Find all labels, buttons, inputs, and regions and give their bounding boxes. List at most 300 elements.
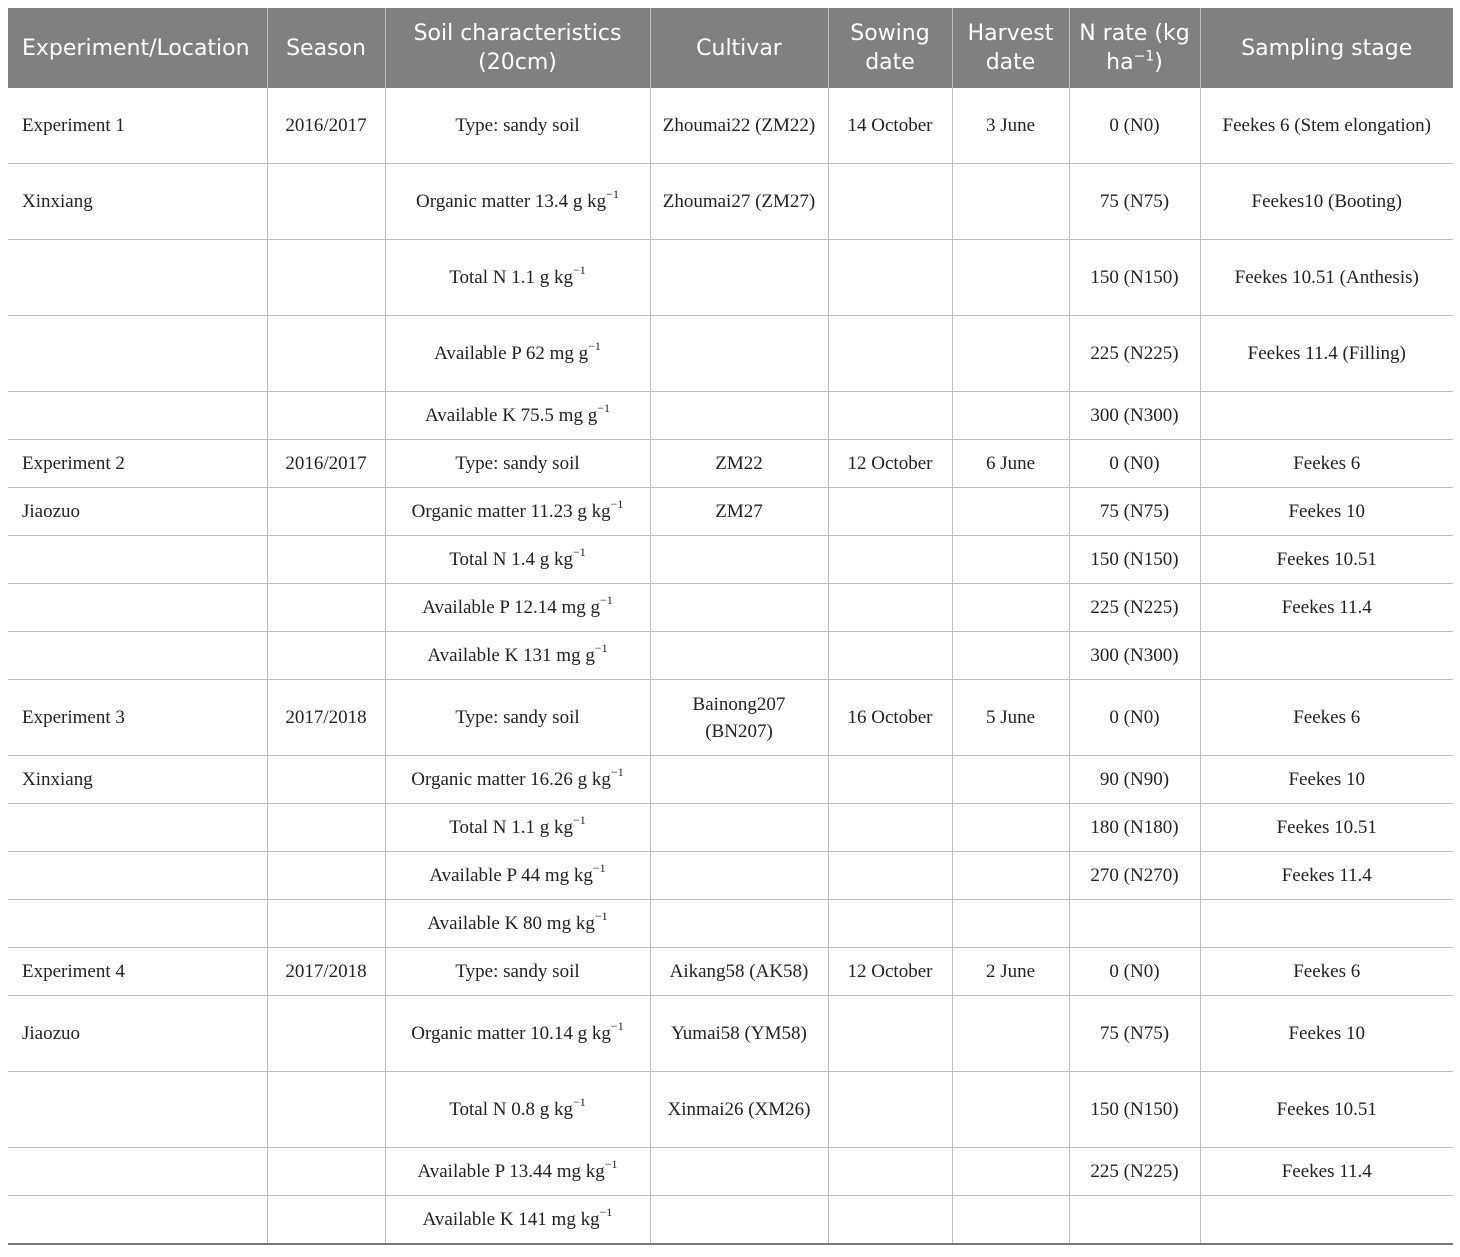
table-cell [1200, 536, 1453, 584]
table-cell-superscript: −1 [610, 764, 624, 779]
table-cell-text: Yumai58 (YM58) [671, 1023, 807, 1044]
table-cell [8, 756, 267, 804]
table-cell [952, 240, 1069, 316]
table-cell [8, 316, 267, 392]
table-cell [828, 488, 952, 536]
table-cell [1069, 756, 1200, 804]
table-cell [1200, 488, 1453, 536]
table-cell [1069, 1072, 1200, 1148]
table-cell [952, 316, 1069, 392]
table-row [8, 1196, 1453, 1245]
table-cell-text: 16 October [847, 707, 933, 728]
table-cell [385, 164, 650, 240]
table-cell [385, 680, 650, 756]
table-cell [267, 756, 385, 804]
column-header-superscript: −1 [1133, 48, 1155, 65]
table-cell [1069, 240, 1200, 316]
table-cell-text: Available K 80 mg kg [427, 913, 595, 934]
column-header [952, 8, 1069, 88]
table-cell-superscript: −1 [592, 860, 606, 875]
table-cell [8, 804, 267, 852]
table-cell [267, 900, 385, 948]
table-cell [650, 488, 828, 536]
table-row [8, 536, 1453, 584]
table-cell [952, 584, 1069, 632]
table-cell-text: 12 October [847, 453, 933, 474]
column-header [1200, 8, 1453, 88]
table-cell-text: 2017/2018 [285, 961, 367, 982]
table-cell [267, 1196, 385, 1245]
table-cell [952, 488, 1069, 536]
table-cell-text: Feekes 6 (Stem elongation) [1222, 115, 1431, 136]
table-cell-superscript: −1 [599, 1204, 613, 1219]
table-cell [385, 88, 650, 164]
table-cell-text: Feekes 10.51 [1276, 1099, 1377, 1120]
table-cell-superscript: −1 [610, 1018, 624, 1033]
table-cell-text: Experiment 2 [22, 453, 125, 474]
table-cell [650, 316, 828, 392]
table-cell [828, 164, 952, 240]
table-cell-text: 180 (N180) [1090, 817, 1179, 838]
column-header [385, 8, 650, 88]
table-cell-text: Xinxiang [22, 191, 93, 212]
table-cell [1200, 996, 1453, 1072]
column-header [8, 8, 267, 88]
table-cell [267, 488, 385, 536]
table-cell-text: 150 (N150) [1090, 1099, 1179, 1120]
table-cell [650, 392, 828, 440]
table-cell [952, 88, 1069, 164]
table-cell [650, 632, 828, 680]
table-cell [267, 440, 385, 488]
table-header [8, 8, 1453, 88]
table-cell [385, 584, 650, 632]
table-cell [8, 440, 267, 488]
table-cell [828, 536, 952, 584]
table-cell [1200, 632, 1453, 680]
table-cell [267, 680, 385, 756]
table-cell-text: Feekes 11.4 [1281, 865, 1372, 886]
table-cell [952, 1148, 1069, 1196]
table-cell [828, 948, 952, 996]
table-cell-text: Feekes 6 [1293, 961, 1361, 982]
table-cell [385, 1196, 650, 1245]
table-cell-text: 150 (N150) [1090, 549, 1179, 570]
column-header [1069, 8, 1200, 88]
table-cell [1200, 392, 1453, 440]
table-cell-text: 0 (N0) [1109, 453, 1160, 474]
table-cell [828, 900, 952, 948]
table-cell [267, 316, 385, 392]
table-cell [8, 536, 267, 584]
table-cell-text: 12 October [847, 961, 933, 982]
table-cell [1200, 240, 1453, 316]
table-cell [952, 756, 1069, 804]
table-cell-text: Feekes 11.4 [1281, 1161, 1372, 1182]
table-cell [1069, 584, 1200, 632]
table-cell-text: Aikang58 (AK58) [669, 961, 809, 982]
table-cell [1200, 756, 1453, 804]
table-cell [828, 1196, 952, 1245]
table-cell-text: Experiment 3 [22, 707, 125, 728]
table-cell [267, 1072, 385, 1148]
table-cell-text: Available K 141 mg kg [422, 1209, 600, 1230]
table-cell [828, 996, 952, 1072]
table-cell-text: Total N 0.8 g kg [449, 1099, 573, 1120]
table-cell [8, 852, 267, 900]
table-cell [267, 632, 385, 680]
table-cell [1069, 680, 1200, 756]
table-cell-text: Feekes 10 [1288, 1023, 1365, 1044]
table-cell [385, 756, 650, 804]
table-cell [1200, 1196, 1453, 1245]
table-cell [1200, 900, 1453, 948]
table-row [8, 1072, 1453, 1148]
table-cell [650, 164, 828, 240]
table-cell-text: 2017/2018 [285, 707, 367, 728]
table-cell [1069, 88, 1200, 164]
table-cell-text: Type: sandy soil [455, 453, 580, 474]
table-cell [952, 1072, 1069, 1148]
table-cell [8, 88, 267, 164]
table-cell [650, 240, 828, 316]
table-cell [828, 88, 952, 164]
table-cell [8, 488, 267, 536]
table-cell [1069, 852, 1200, 900]
table-cell [385, 440, 650, 488]
table-cell-text: Jiaozuo [22, 1023, 81, 1044]
table-row [8, 440, 1453, 488]
table-cell-text: 270 (N270) [1090, 865, 1179, 886]
column-header [267, 8, 385, 88]
table-cell-text: Available K 75.5 mg g [425, 405, 598, 426]
table-cell [952, 392, 1069, 440]
table-cell-text: 5 June [985, 707, 1036, 728]
table-cell-text: 225 (N225) [1090, 1161, 1179, 1182]
table-cell [385, 392, 650, 440]
table-cell-superscript: −1 [606, 186, 619, 201]
table-row [8, 316, 1453, 392]
table-cell [1069, 948, 1200, 996]
table-cell-text: Type: sandy soil [455, 115, 580, 136]
table-cell-text: Feekes 6 [1293, 707, 1361, 728]
column-header-label: Experiment/Location [22, 35, 250, 61]
table-cell [952, 900, 1069, 948]
table-cell-superscript: −1 [572, 1094, 586, 1109]
table-cell [8, 584, 267, 632]
table-cell [1069, 392, 1200, 440]
table-cell-superscript: −1 [594, 908, 608, 923]
table-cell [267, 1148, 385, 1196]
table-cell [952, 680, 1069, 756]
table-cell [952, 948, 1069, 996]
table-cell [650, 948, 828, 996]
table-cell [267, 804, 385, 852]
table-cell [1069, 164, 1200, 240]
table-cell [8, 680, 267, 756]
table-cell [952, 1196, 1069, 1245]
table-cell [952, 440, 1069, 488]
column-header-label: Soil characteristics (20cm) [413, 21, 622, 75]
column-header [828, 8, 952, 88]
table-cell [385, 804, 650, 852]
table-row [8, 88, 1453, 164]
table-cell [8, 1196, 267, 1245]
table-cell [1200, 804, 1453, 852]
table-cell [385, 632, 650, 680]
table-cell [828, 316, 952, 392]
table-row [8, 756, 1453, 804]
table-cell [385, 1072, 650, 1148]
table-cell-superscript: −1 [588, 338, 601, 353]
table-cell [828, 392, 952, 440]
table-cell [267, 996, 385, 1072]
table-cell-text: Feekes 11.4 (Filling) [1247, 343, 1406, 364]
table-cell [267, 88, 385, 164]
table-cell [267, 852, 385, 900]
table-row [8, 804, 1453, 852]
table-row [8, 584, 1453, 632]
table-cell [650, 1072, 828, 1148]
table-cell-text: 14 October [847, 115, 933, 136]
table-cell-text: 225 (N225) [1090, 597, 1179, 618]
table-cell-text: Available K 131 mg g [427, 645, 595, 666]
table-cell-text: Jiaozuo [22, 501, 81, 522]
table-cell [8, 240, 267, 316]
table-body [8, 88, 1453, 1244]
table-cell-text: 75 (N75) [1099, 1023, 1170, 1044]
table-cell [385, 900, 650, 948]
table-cell [1200, 1072, 1453, 1148]
table-cell [650, 536, 828, 584]
table-cell-superscript: −1 [572, 544, 586, 559]
table-cell [1200, 88, 1453, 164]
table-cell-text: Organic matter 11.23 g kg [411, 501, 611, 522]
table-cell-text: 0 (N0) [1109, 707, 1160, 728]
table-cell-text: 0 (N0) [1109, 961, 1160, 982]
table-cell [1200, 1148, 1453, 1196]
table-cell [267, 536, 385, 584]
table-cell-text: Zhoumai22 (ZM22) [662, 115, 816, 136]
table-cell [828, 680, 952, 756]
table-cell [650, 996, 828, 1072]
table-cell-text: 2 June [985, 961, 1036, 982]
column-header [650, 8, 828, 88]
table-cell-text: 0 (N0) [1109, 115, 1160, 136]
experiment-table [8, 8, 1453, 1245]
table-cell [1069, 804, 1200, 852]
table-cell [1069, 632, 1200, 680]
table-row [8, 680, 1453, 756]
table-cell [828, 240, 952, 316]
table-cell-text: 75 (N75) [1099, 191, 1170, 212]
table-cell-text: ZM22 [715, 453, 763, 474]
table-cell-text: Feekes 11.4 [1281, 597, 1372, 618]
table-cell-text: 150 (N150) [1090, 267, 1179, 288]
table-cell [267, 164, 385, 240]
table-cell [267, 948, 385, 996]
table-cell-text: Feekes 10.51 [1276, 549, 1377, 570]
table-cell [650, 1196, 828, 1245]
table-cell [1200, 316, 1453, 392]
column-header-label: Sowing date [850, 21, 930, 75]
table-cell-text: Zhoumai27 (ZM27) [662, 191, 816, 212]
column-header-label: Cultivar [696, 35, 782, 61]
table-cell [267, 240, 385, 316]
table-cell-text: Type: sandy soil [455, 961, 580, 982]
table-cell [1069, 1196, 1200, 1245]
table-cell [828, 756, 952, 804]
table-cell [385, 996, 650, 1072]
table-cell [952, 852, 1069, 900]
table-cell-text: Bainong207 (BN207) [692, 693, 786, 742]
table-cell-text: Organic matter 10.14 g kg [411, 1023, 611, 1044]
table-cell [8, 996, 267, 1072]
table-cell [385, 488, 650, 536]
table-cell-text: Xinxiang [22, 769, 93, 790]
table-row [8, 996, 1453, 1072]
table-cell-text: Total N 1.4 g kg [449, 549, 573, 570]
table-cell [828, 584, 952, 632]
table-cell [828, 1148, 952, 1196]
table-cell-superscript: −1 [572, 262, 586, 277]
table-cell-text: 2016/2017 [285, 115, 367, 136]
table-cell [1069, 440, 1200, 488]
table-cell [267, 584, 385, 632]
column-header-suffix: ) [1154, 50, 1163, 75]
table-cell-text: Experiment 1 [22, 115, 125, 136]
table-cell [828, 632, 952, 680]
table-row [8, 164, 1453, 240]
table-cell-text: Organic matter 16.26 g kg [411, 769, 611, 790]
table-cell [1069, 900, 1200, 948]
table-cell [828, 1072, 952, 1148]
table-cell [1069, 996, 1200, 1072]
table-cell [1200, 948, 1453, 996]
table-cell-superscript: −1 [610, 496, 624, 511]
table-cell [650, 680, 828, 756]
table-cell-superscript: −1 [572, 812, 586, 827]
table-cell-text: Experiment 4 [22, 961, 125, 982]
table-cell [1200, 584, 1453, 632]
table-cell [1200, 164, 1453, 240]
column-header-label: Sampling stage [1241, 35, 1413, 61]
table-cell [650, 1148, 828, 1196]
table-cell-superscript: −1 [597, 400, 610, 415]
table-cell-text: 3 June [985, 115, 1036, 136]
table-cell-text: Available P 13.44 mg kg [417, 1161, 605, 1182]
table-cell [8, 164, 267, 240]
table-cell [952, 536, 1069, 584]
header-row [8, 8, 1453, 88]
table-cell [1069, 316, 1200, 392]
table-cell [385, 1148, 650, 1196]
table-cell-text: Available P 62 mg g [434, 343, 589, 364]
table-cell-text: 300 (N300) [1090, 645, 1179, 666]
table-cell-text: Feekes 10 [1288, 501, 1365, 522]
table-cell-text: Feekes 10.51 [1276, 817, 1377, 838]
table-cell [650, 900, 828, 948]
table-cell [828, 852, 952, 900]
table-cell [828, 440, 952, 488]
table-cell [952, 996, 1069, 1072]
column-header-label: Season [286, 35, 366, 61]
table-cell [385, 240, 650, 316]
table-cell [1069, 488, 1200, 536]
table-cell-text: Feekes 10 [1288, 769, 1365, 790]
table-cell [650, 804, 828, 852]
table-cell-text: Organic matter 13.4 g kg [416, 191, 607, 212]
table-row [8, 900, 1453, 948]
table-cell [1200, 440, 1453, 488]
table-row [8, 488, 1453, 536]
table-cell-text: 2016/2017 [285, 453, 367, 474]
table-cell [1069, 536, 1200, 584]
table-cell-text: Feekes 10.51 (Anthesis) [1234, 267, 1419, 288]
table-cell-text: Type: sandy soil [455, 707, 580, 728]
table-cell [650, 88, 828, 164]
table-cell-text: 6 June [985, 453, 1036, 474]
table-cell-text: Total N 1.1 g kg [449, 817, 573, 838]
table-cell-text: 90 (N90) [1099, 769, 1170, 790]
column-header-label: N rate (kg ha [1079, 21, 1190, 75]
table-cell-superscript: −1 [594, 640, 608, 655]
table-cell-text: 75 (N75) [1099, 501, 1170, 522]
table-cell [385, 536, 650, 584]
table-cell [952, 804, 1069, 852]
table-cell [385, 948, 650, 996]
table-cell [1200, 680, 1453, 756]
table-row [8, 852, 1453, 900]
table-cell-text: ZM27 [715, 501, 763, 522]
table-row [8, 1148, 1453, 1196]
table-row [8, 632, 1453, 680]
table-row [8, 392, 1453, 440]
table-cell [650, 440, 828, 488]
table-cell [8, 1148, 267, 1196]
table-cell [650, 584, 828, 632]
table-cell [385, 852, 650, 900]
table-cell-text: Feekes10 (Booting) [1251, 191, 1402, 212]
table-cell-text: Feekes 6 [1293, 453, 1361, 474]
table-cell [8, 1072, 267, 1148]
data-table-container [8, 8, 1453, 1245]
table-cell [1069, 1148, 1200, 1196]
table-cell [8, 632, 267, 680]
table-cell [8, 392, 267, 440]
table-cell-text: Total N 1.1 g kg [449, 267, 573, 288]
table-cell [1200, 852, 1453, 900]
table-cell [650, 852, 828, 900]
table-row [8, 948, 1453, 996]
table-cell [952, 164, 1069, 240]
table-cell-superscript: −1 [604, 1156, 618, 1171]
table-cell [828, 804, 952, 852]
table-cell-text: Available P 44 mg kg [429, 865, 593, 886]
table-cell-text: 225 (N225) [1090, 343, 1179, 364]
table-cell [385, 316, 650, 392]
table-cell [8, 948, 267, 996]
column-header-label: Harvest date [967, 21, 1054, 75]
table-cell-text: Xinmai26 (XM26) [667, 1099, 811, 1120]
table-cell-superscript: −1 [600, 592, 613, 607]
table-cell-text: Available P 12.14 mg g [422, 597, 601, 618]
table-row [8, 240, 1453, 316]
table-cell-text: 300 (N300) [1090, 405, 1179, 426]
table-cell [267, 392, 385, 440]
table-cell [8, 900, 267, 948]
table-cell [650, 756, 828, 804]
